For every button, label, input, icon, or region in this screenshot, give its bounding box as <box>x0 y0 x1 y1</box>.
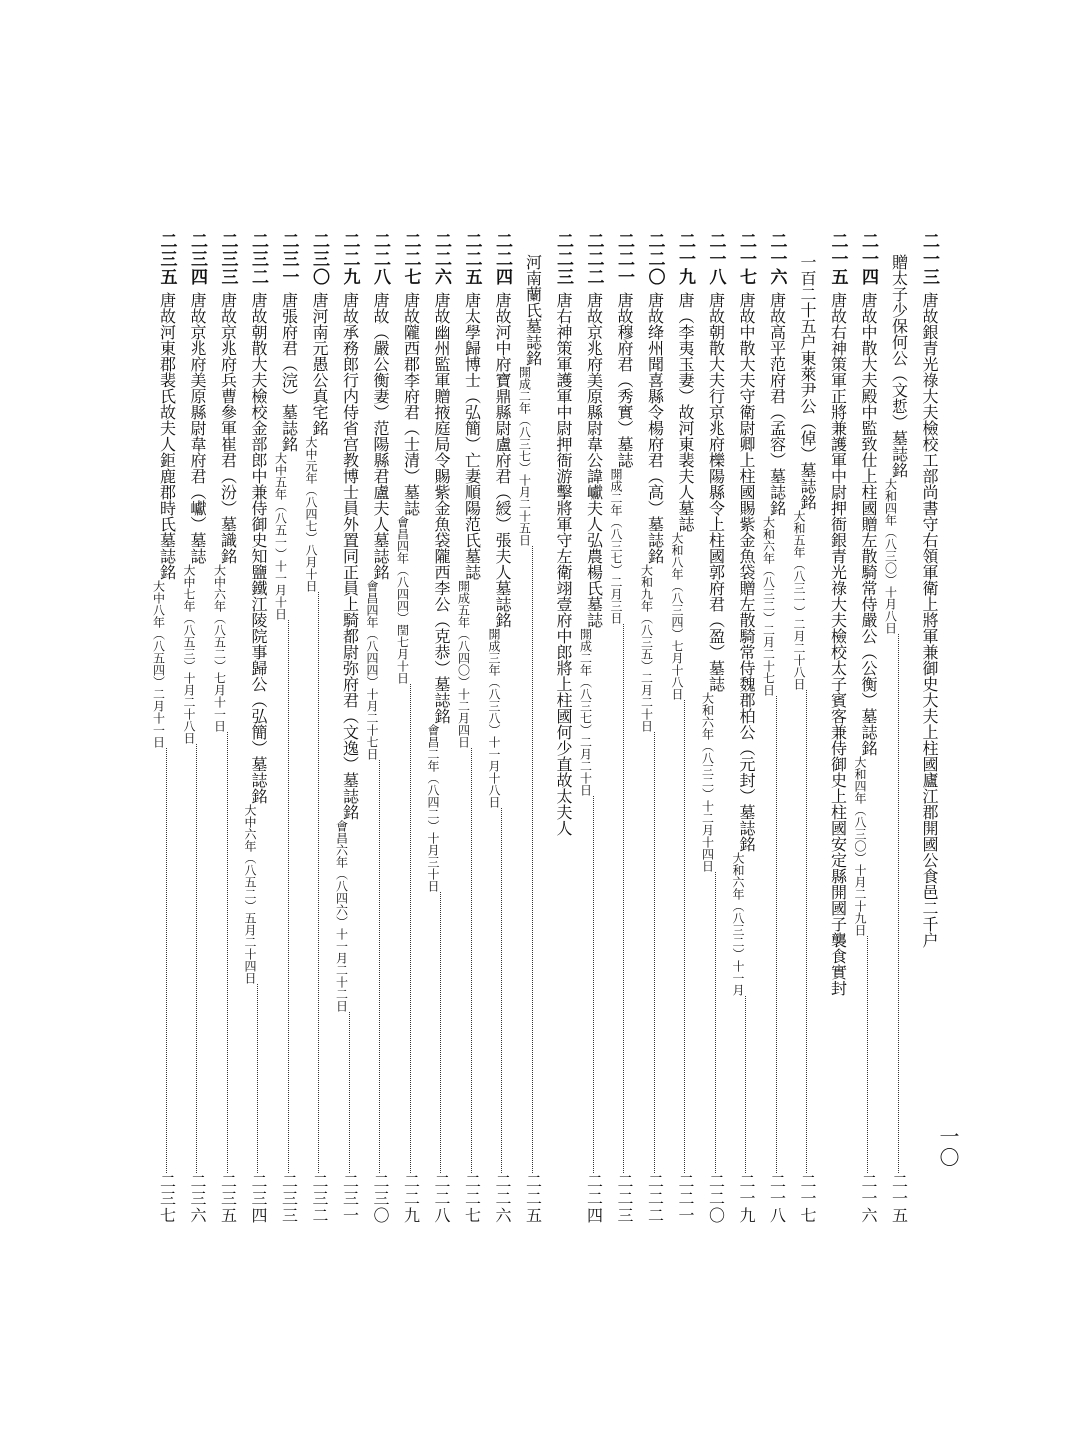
toc-entry <box>854 232 876 1224</box>
entry-page: 二二二 <box>645 1173 665 1224</box>
toc-entry <box>244 232 266 1224</box>
leader-dots <box>776 696 777 1173</box>
entry-number: 二三三 <box>217 232 238 286</box>
entry-page: 二二六 <box>493 1173 512 1224</box>
entry-number: 二二〇 <box>644 232 665 286</box>
entry-date: 開成二年（八三七）十月二十五日 <box>517 366 532 546</box>
toc-entry <box>275 232 297 1224</box>
entry-date: 會昌二年（八四二）十月三十日 <box>426 724 440 892</box>
entry-date: 開成二年（八三七）二月三日 <box>609 468 623 624</box>
entry-page: 二三〇 <box>371 1173 390 1224</box>
toc-entry <box>458 232 480 1224</box>
entry-title: 唐故朝散大夫檢校金部郎中兼侍御史知鹽鐵江陵院事歸公（弘簡）墓誌銘 <box>249 292 268 804</box>
entry-title: 唐故高平范府君（孟容）墓誌銘 <box>767 292 787 516</box>
entry-number: 二三二 <box>248 232 268 286</box>
entry-number: 二一七 <box>736 232 756 286</box>
entry-date: 開成五年（八四〇）十二月四日 <box>456 580 471 748</box>
toc-entry <box>763 232 785 1224</box>
entry-title: 唐太學歸博士（弘簡）亡妻順陽范氏墓誌 <box>462 292 482 580</box>
toc-entry <box>366 232 388 1224</box>
entry-date: 大中七年（八五三）十月二十八日 <box>182 564 196 744</box>
toc-entry <box>580 232 602 1224</box>
entry-number: 二二七 <box>400 232 421 286</box>
leader-dots <box>349 1012 350 1173</box>
entry-title: 一百二十五户東萊尹公（倬）墓誌銘 <box>798 254 817 510</box>
toc-entry <box>336 232 358 1224</box>
entry-number: 二二五 <box>461 232 482 286</box>
toc-entry <box>488 232 510 1224</box>
entry-title: 唐故中散大夫守衛尉卿上柱國賜紫金魚袋贈左散騎常侍魏郡柏公（元封）墓誌銘 <box>737 292 756 852</box>
entry-number: 二三四 <box>187 232 207 286</box>
page-number: 一〇 <box>936 1126 960 1168</box>
entry-page: 二一七 <box>798 1173 817 1224</box>
leader-dots <box>318 592 319 1173</box>
entry-date: 大中元年（八四七）八月十日 <box>304 436 318 592</box>
entry-title: 唐故幽州監軍贈掖庭局令賜紫金魚袋隴西李公（克恭）墓誌銘 <box>432 292 451 724</box>
entry-page: 二三三 <box>279 1173 299 1224</box>
entry-date: 大和八年（八三四）七月十八日 <box>670 532 684 700</box>
entry-page: 二二三 <box>615 1173 634 1224</box>
leader-dots <box>684 700 685 1173</box>
entry-number: 二二六 <box>431 232 451 286</box>
toc-entry <box>732 232 754 1224</box>
entry-number: 二一九 <box>675 232 695 286</box>
toc-entry <box>641 232 663 1224</box>
entry-page: 二一六 <box>859 1173 878 1224</box>
entry-date: 大和九年（八三五）二月二十日 <box>639 564 654 732</box>
entry-date: 大和四年（八三〇）十月八日 <box>883 478 898 634</box>
entry-page: 二二四 <box>584 1173 604 1224</box>
toc-entry <box>214 232 236 1224</box>
entry-page: 二二八 <box>432 1173 451 1224</box>
entry-date: 大和四年（八三〇）十月二十九日 <box>853 756 867 936</box>
entry-page: 二三二 <box>310 1173 329 1224</box>
entry-page: 二二一 <box>676 1173 695 1224</box>
entry-number: 二二三 <box>553 232 573 286</box>
entry-date: 會昌四年（八四四）閏七月十日 <box>395 516 410 684</box>
leader-dots <box>532 546 533 1173</box>
entry-title: 唐故中散大夫殿中監致仕上柱國贈左散騎常侍嚴公（公衡）墓誌銘 <box>859 292 878 756</box>
entry-page: 二三一 <box>340 1173 360 1224</box>
leader-dots <box>257 984 258 1173</box>
entry-date: 開成三年（八三八）十一月十八日 <box>487 628 501 808</box>
entry-number: 二二四 <box>492 232 512 286</box>
entry-title: 唐故（嚴公衡妻）范陽縣君盧夫人墓誌銘 <box>371 292 390 580</box>
entry-number: 二一六 <box>766 232 787 286</box>
leader-dots <box>898 634 899 1173</box>
entry-page: 二二七 <box>462 1173 482 1224</box>
entry-title: 唐故朝散大夫行京兆府櫟陽縣令上柱國郭府君（盈）墓誌 <box>706 292 726 692</box>
leader-dots <box>623 624 624 1173</box>
toc-entry <box>183 232 205 1224</box>
toc-entry <box>427 232 449 1224</box>
leader-dots <box>227 732 228 1173</box>
entry-date: 大中六年（八五二）七月十一日 <box>212 564 227 732</box>
entry-title: 唐故河東郡裴氏故夫人鉅鹿郡時氏墓誌銘 <box>157 292 177 580</box>
leader-dots <box>593 796 594 1173</box>
leader-dots <box>166 748 167 1173</box>
entry-date: 會昌四年（八四四）十月二十七日 <box>365 580 379 760</box>
toc-entry <box>671 232 693 1224</box>
entry-title: 唐（李夷玉妻）故河東裴夫人墓誌 <box>676 292 695 532</box>
entry-title: 唐故穆府君（秀實）墓誌 <box>615 292 634 468</box>
entry-number: 二一三 <box>919 232 939 286</box>
entry-number: 二一四 <box>858 232 878 286</box>
entry-number: 二二二 <box>583 232 604 286</box>
entry-title: 唐故绛州聞喜縣令楊府君（高）墓誌銘 <box>645 292 665 564</box>
entry-title: 唐右神策軍護軍中尉押衙游擊將軍守左衛翊壹府中郎將上柱國何少直故太夫人 <box>554 292 573 836</box>
entry-title: 唐故隴西郡李府君（士清）墓誌 <box>401 292 421 516</box>
entry-number: 二三一 <box>278 232 299 286</box>
entry-title: 唐故右神策軍正將兼護軍中尉押衙銀青光祿大夫檢校太子賓客兼侍御史上柱國安定縣開國子襲食實封 <box>828 292 848 996</box>
entry-date: 大和六年（八三二）十一月 <box>731 852 745 996</box>
entry-date: 大和六年（八三二）二月二十七日 <box>761 516 776 696</box>
entry-page: 二一八 <box>767 1173 787 1224</box>
entry-page: 二三七 <box>157 1173 177 1224</box>
toc-entry-continuation <box>519 232 541 1224</box>
entry-date: 大和五年（八三一）二月二十八日 <box>792 510 806 690</box>
toc-entry <box>305 232 327 1224</box>
entry-title: 贈太子少保何公（文悊）墓誌銘 <box>889 254 909 478</box>
toc-entry <box>702 232 724 1224</box>
entry-page: 二一五 <box>889 1173 909 1224</box>
leader-dots <box>715 872 716 1173</box>
entry-page: 二一九 <box>737 1173 756 1224</box>
entry-page: 二三四 <box>249 1173 268 1224</box>
leader-dots <box>196 744 197 1173</box>
entry-title: 唐故京兆府美原縣尉韋府君（巘）墓誌 <box>188 292 207 564</box>
entry-number: 二一五 <box>827 232 848 286</box>
entry-date: 會昌六年（八四六）十一月二十二日 <box>334 820 349 1012</box>
leader-dots <box>288 620 289 1173</box>
leader-dots <box>440 892 441 1173</box>
leader-dots <box>806 690 807 1173</box>
entry-page: 二二〇 <box>706 1173 726 1224</box>
leader-dots <box>745 996 746 1173</box>
entry-date: 大中五年（八五一）十一月十日 <box>273 452 288 620</box>
entry-number: 二三五 <box>156 232 177 286</box>
toc-entry <box>915 232 937 1224</box>
entry-page: 二三五 <box>218 1173 238 1224</box>
entry-title: 唐故京兆府美原縣尉韋公諱巘夫人弘農楊氏墓誌 <box>584 292 604 628</box>
entry-date: 大中八年（八五四）二月十一日 <box>151 580 166 748</box>
leader-dots <box>379 760 380 1173</box>
entry-date: 大和六年（八三二）十二月十四日 <box>700 692 715 872</box>
toc-entry <box>549 232 571 1224</box>
toc-entry <box>824 232 846 1224</box>
toc-entry-continuation <box>885 232 907 1224</box>
toc-entry <box>397 232 419 1224</box>
toc-entry <box>153 232 175 1224</box>
leader-dots <box>654 732 655 1173</box>
entry-title: 唐故河中府寶鼎縣尉盧府君（綬）張夫人墓誌銘 <box>493 292 512 628</box>
entry-number: 二二八 <box>370 232 390 286</box>
entry-date: 大中六年（八五二）五月二十四日 <box>243 804 257 984</box>
entry-number: 二三〇 <box>309 232 329 286</box>
entry-title: 唐故京兆府兵曹參軍崔君（汾）墓識銘 <box>218 292 238 564</box>
entry-date: 開成二年（八三七）二月二十日 <box>578 628 593 796</box>
leader-dots <box>471 748 472 1173</box>
leader-dots <box>501 808 502 1173</box>
entry-number: 二二九 <box>339 232 360 286</box>
entry-number: 二二一 <box>614 232 634 286</box>
entry-title: 唐河南元愚公真宅銘 <box>310 292 329 436</box>
entry-number: 二一八 <box>705 232 726 286</box>
entry-page: 二三六 <box>188 1173 207 1224</box>
entry-title: 唐張府君（浣）墓誌銘 <box>279 292 299 452</box>
leader-dots <box>867 936 868 1173</box>
entry-page: 二二九 <box>401 1173 421 1224</box>
toc-entry-continuation <box>793 232 815 1224</box>
toc-entry <box>610 232 632 1224</box>
entry-title: 唐故承務郎行内侍省宫教博士員外置同正員上騎都尉弥府君（文逸）墓誌銘 <box>340 292 360 820</box>
entry-title: 唐故銀青光祿大夫檢校工部尚書守右領軍衛上將軍兼御史大夫上柱國廬江郡開國公食邑二千户 <box>920 292 939 948</box>
entry-title: 河南蘭氏墓誌銘 <box>523 254 543 366</box>
leader-dots <box>410 684 411 1173</box>
entry-page: 二二五 <box>523 1173 543 1224</box>
